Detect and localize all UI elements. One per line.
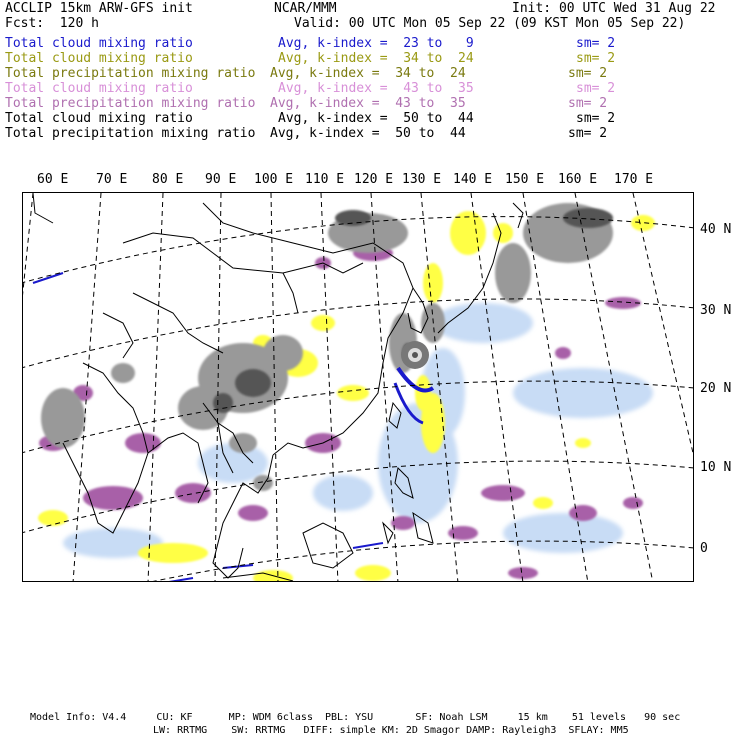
field-name: Total cloud mixing ratio (5, 111, 193, 126)
field-sm: sm= 2 (576, 81, 616, 96)
field-avg: Avg, k-index = 50 to 44 (278, 111, 474, 126)
field-avg: Avg, k-index = 50 to 44 (270, 126, 466, 141)
valid-time: Valid: 00 UTC Mon 05 Sep 22 (09 KST Mon 05 Sep 22) (294, 16, 686, 31)
lon-label: 130 E (402, 172, 442, 187)
lat-label: 30 N (700, 303, 732, 318)
forecast-hour: Fcst: 120 h (5, 16, 99, 31)
field-avg: Avg, k-index = 34 to 24 (270, 66, 466, 81)
field-name: Total precipitation mixing ratio (5, 126, 256, 141)
lon-label: 100 E (254, 172, 294, 187)
field-avg: Avg, k-index = 23 to 9 (278, 36, 474, 51)
field-name: Total cloud mixing ratio (5, 51, 193, 66)
org-title: NCAR/MMM (274, 1, 337, 16)
lon-label: 80 E (152, 172, 184, 187)
model-info-line-1: Model Info: V4.4 CU: KF MP: WDM 6class PBL: YSU SF: Noah LSM 15 km 51 levels 90 sec (30, 712, 681, 723)
field-sm: sm= 2 (568, 66, 608, 81)
field-sm: sm= 2 (576, 51, 616, 66)
lat-label: 0 (700, 541, 708, 556)
field-avg: Avg, k-index = 34 to 24 (278, 51, 474, 66)
model-info-line-2: LW: RRTMG SW: RRTMG DIFF: simple KM: 2D Smagor DAMP: Rayleigh3 SFLAY: MM5 (153, 725, 629, 736)
light-blue-cloud-field (63, 303, 653, 558)
lon-label: 150 E (505, 172, 545, 187)
lon-label: 110 E (305, 172, 345, 187)
field-sm: sm= 2 (568, 126, 608, 141)
field-avg: Avg, k-index = 43 to 35 (278, 81, 474, 96)
field-sm: sm= 2 (576, 111, 616, 126)
lon-label: 70 E (96, 172, 128, 187)
lon-label: 120 E (354, 172, 394, 187)
field-sm: sm= 2 (576, 36, 616, 51)
field-name: Total precipitation mixing ratio (5, 96, 256, 111)
lat-label: 10 N (700, 460, 732, 475)
lon-label: 160 E (558, 172, 598, 187)
lat-label: 40 N (700, 222, 732, 237)
field-name: Total cloud mixing ratio (5, 36, 193, 51)
map-canvas (23, 193, 694, 582)
init-time: Init: 00 UTC Wed 31 Aug 22 (512, 1, 716, 16)
lon-label: 140 E (453, 172, 493, 187)
forecast-map (22, 192, 694, 582)
lon-label: 60 E (37, 172, 69, 187)
field-name: Total cloud mixing ratio (5, 81, 193, 96)
lon-label: 170 E (614, 172, 654, 187)
field-name: Total precipitation mixing ratio (5, 66, 256, 81)
model-title: ACCLIP 15km ARW-GFS init (5, 1, 193, 16)
lon-label: 90 E (205, 172, 237, 187)
lat-label: 20 N (700, 381, 732, 396)
field-avg: Avg, k-index = 43 to 35 (270, 96, 466, 111)
field-sm: sm= 2 (568, 96, 608, 111)
